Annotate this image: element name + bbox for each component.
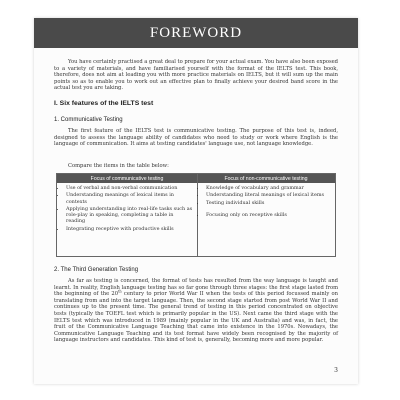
communicative-testing-paragraph: The first feature of the IELTS test is communicative testing. The purpose of this test is, indeed, designed to assess the language ability of candidates who need to study or work where English is the language of communication. It aims at testing candidates' language use, not language knowledge.	[54, 128, 338, 148]
table-cell: • Applying understanding into real-life tasks such as role-play in speaking, completing a table in reading	[66, 206, 194, 225]
comparison-table	[56, 173, 336, 257]
table-cell: • Understanding meanings of lexical items in contexts	[66, 192, 194, 204]
subheading-communicative-testing: 1. Communicative Testing	[54, 117, 123, 123]
compare-intro: Compare the items in the table below:	[68, 163, 169, 169]
table-cell: • Knowledge of vocabulary and grammar	[206, 185, 332, 191]
table-cell: • Integrating receptive with productive skills	[66, 226, 194, 232]
table-cell: • Use of verbal and non-verbal communication	[66, 185, 194, 191]
table-cell: • Testing individual skills	[206, 200, 332, 206]
ordinal-suffix: th	[118, 289, 122, 294]
table-cell: • Focusing only on receptive skills	[206, 212, 332, 218]
paragraph-text: As far as testing is concerned, the format of tests has resulted from the way language is taught and learnt. In reality, English language testing has so far gone through three stages: the first stage lasted from the beginning of the 20	[54, 278, 338, 298]
intro-paragraph: You have certainly practised a great deal to prepare for your actual exam. You have also been exposed to a variety of materials, and have familiarised yourself with the format of the IELTS test. This book, therefore, does not aim at leading you with more practice materials on IELTS, but it will sum up the main points so as to enable you to work out an effective plan to finally achieve your desired band score in the actual test you are taking.	[54, 59, 338, 92]
table-header-non-communicative: Focus of non-communicative testing	[197, 174, 335, 183]
section-heading-six-features: I. Six features of the IELTS test	[54, 100, 154, 107]
subheading-third-generation: 2. The Third Generation Testing	[54, 267, 139, 273]
table-cell: • Understanding literal meanings of lexical items	[206, 192, 332, 198]
book-page	[34, 18, 358, 384]
paragraph-text: century to prior World War II when the tests of this period focussed mainly on translating from and into the target language. Then, the second stage started from post World War II and continues up to the present time. The general trend of testing in this period concentrated on objective tests (typically the TOEFL test which is primarily popular in the US). Next came the third stage with the IELTS test which was introduced in 1989 (mainly popular in the UK and Australia) and was, in fact, the fruit of the Communicative Language Teaching that came into existence in the 1970s. Nowadays, the Communicative Language Teaching and its test format have widely been recognised by the majority of language instructors and candidates. This kind of test is, generally, becoming more and more popular.	[54, 291, 338, 344]
table-col-communicative	[57, 183, 197, 256]
table-header-communicative: Focus of communicative testing	[57, 174, 197, 183]
page-number: 3	[334, 367, 338, 374]
title-banner	[34, 18, 358, 48]
third-generation-paragraph	[54, 278, 338, 344]
page-title: FOREWORD	[149, 24, 243, 41]
table-col-non-communicative	[197, 183, 335, 256]
